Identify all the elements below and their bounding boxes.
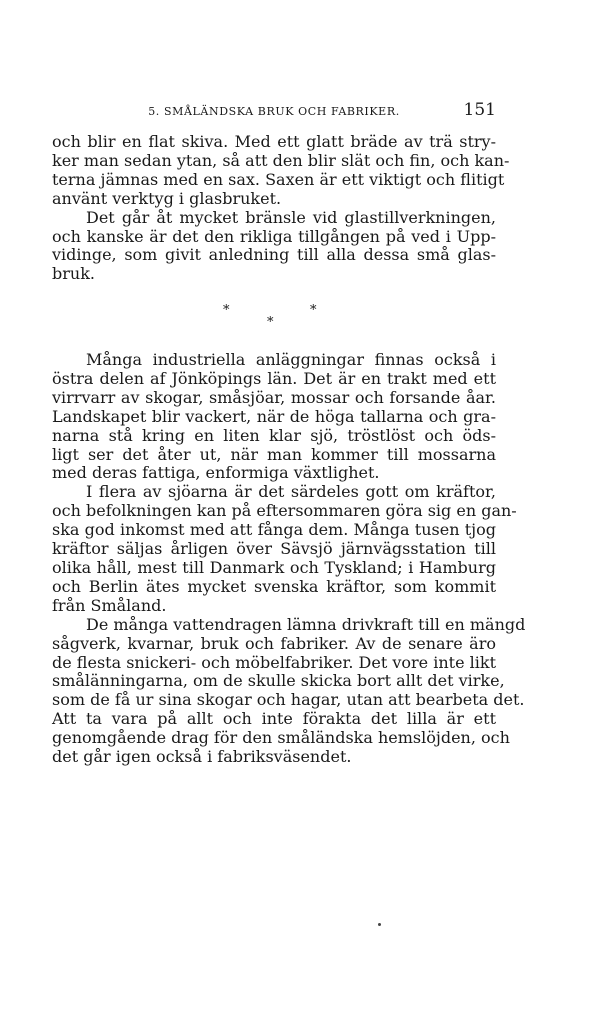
- text-line: Det går åt mycket bränsle vid glastillverkningen,: [86, 207, 496, 227]
- text-line: och blir en flat skiva. Med ett glatt bräde av trä stry-: [52, 132, 496, 151]
- section-break-ornament: [52, 302, 496, 342]
- text-line: Att ta vara på allt och inte förakta det lilla är ett: [52, 709, 496, 729]
- text-line: De många vattendragen lämna drivkraft till en mängd: [86, 614, 526, 634]
- text-line: kräftor säljas årligen över Sävsjö järnvägsstation till: [52, 539, 496, 559]
- paragraph-fuel: [52, 209, 496, 285]
- text-line: virrvarr av skogar, småsjöar, mossar och forsande åar.: [52, 387, 496, 407]
- text-line: östra delen af Jönköpings län. Det är en trakt med ett: [52, 368, 496, 388]
- paragraph-crayfish: [52, 482, 517, 615]
- asterisk-ornament: *: [223, 303, 230, 318]
- text-line: från Småland.: [52, 595, 167, 615]
- text-line: narna stå kring en liten klar sjö, tröstlöst och öds-: [52, 425, 496, 445]
- text-line: genomgående drag för den småländska hemslöjden, och: [52, 728, 510, 748]
- text-line: sågverk, kvarnar, bruk och fabriker. Av de senare äro: [52, 633, 496, 653]
- paragraph-industries: [52, 351, 496, 483]
- text-line: Landskapet blir vackert, när de höga tallarna och gra-: [52, 406, 496, 426]
- asterisk-ornament: *: [310, 303, 317, 318]
- text-line: smålänningarna, om de skulle skicka bort allt det virke,: [52, 671, 505, 691]
- body-text-bottom: [52, 350, 526, 767]
- text-line: och kanske är det den rikliga tillgången på ved i Upp-: [52, 226, 496, 246]
- running-head: 5. SMÅLÄNDSKA BRUK OCH FABRIKER.: [148, 105, 400, 118]
- text-line: det går igen också i fabriksväsendet.: [52, 747, 352, 767]
- text-line: I flera av sjöarna är det särdeles gott om kräftor,: [86, 482, 496, 502]
- body-text-top: [52, 132, 510, 284]
- paragraph-glass-tools: [52, 132, 510, 209]
- text-line: olika håll, mest till Danmark och Tyskland; i Hamburg: [52, 557, 496, 577]
- text-line: som de få ur sina skogar och hagar, utan att bearbeta det.: [52, 690, 525, 710]
- text-line: terna jämnas med en sax. Saxen är ett viktigt och flitigt: [52, 169, 505, 189]
- text-line: med deras fattiga, enformiga växtlighet.: [52, 463, 380, 483]
- page-header: [52, 100, 496, 122]
- text-line: vidinge, som givit anledning till alla dessa små glas-: [52, 245, 496, 265]
- text-line: Många industriella anläggningar finnas också i: [86, 350, 496, 369]
- paragraph-waterways: [52, 614, 526, 767]
- text-line: ligt ser det åter ut, när man kommer till mossarna: [52, 444, 496, 464]
- page-number: 151: [463, 100, 496, 120]
- text-line: ska god inkomst med att fånga dem. Många tusen tjog: [52, 520, 496, 540]
- text-line: och befolkningen kan på eftersommaren göra sig en gan-: [52, 501, 517, 521]
- text-line: de flesta snickeri- och möbelfabriker. Det vore inte likt: [52, 652, 496, 672]
- text-line: använt verktyg i glasbruket.: [52, 188, 282, 208]
- text-line: ker man sedan ytan, så att den blir slät och fin, och kan-: [52, 150, 510, 170]
- asterisk-ornament: *: [267, 315, 274, 330]
- text-line: och Berlin ätes mycket svenska kräftor, som kommit: [52, 576, 496, 596]
- print-speck: [378, 923, 381, 926]
- text-line: bruk.: [52, 264, 95, 284]
